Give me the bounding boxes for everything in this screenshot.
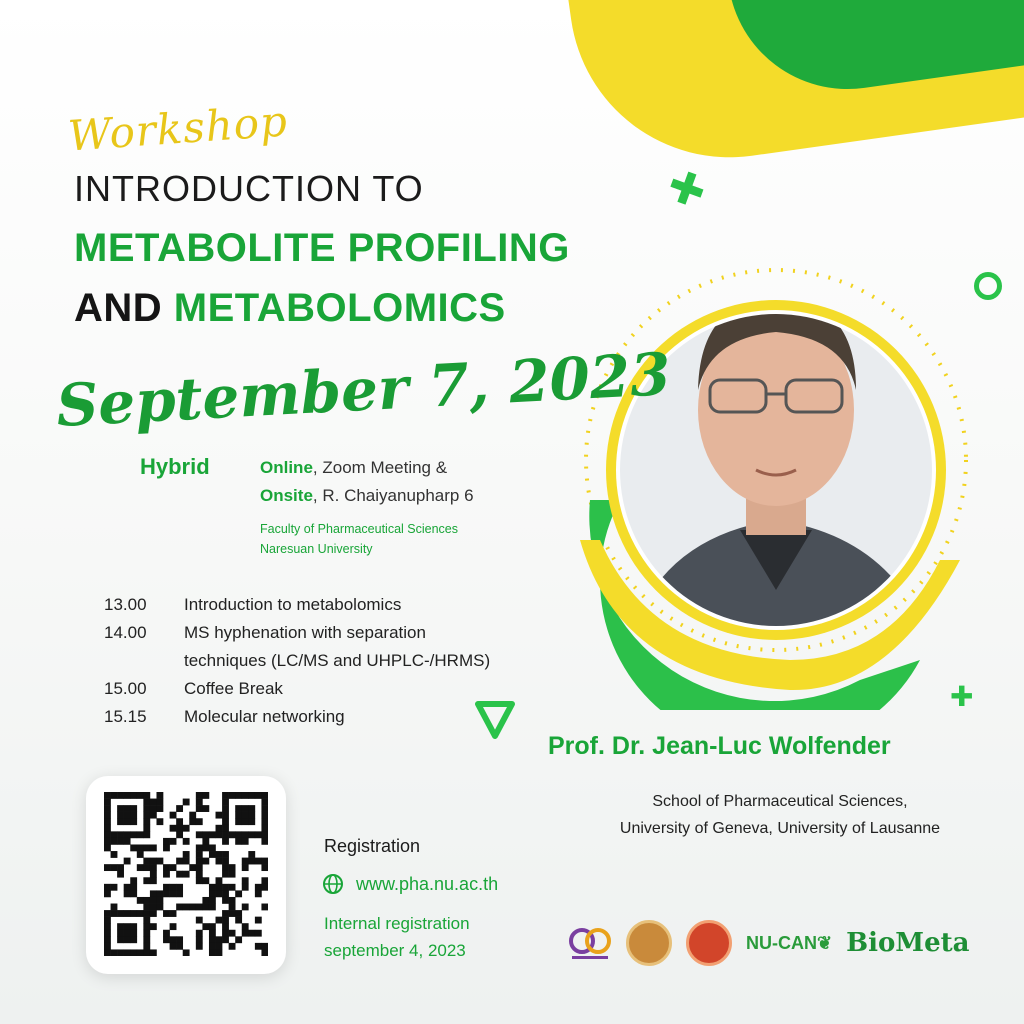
title-and: AND: [74, 286, 163, 330]
title-line-3: [74, 286, 506, 331]
internal-registration-date: september 4, 2023: [324, 941, 466, 960]
cannabis-leaf-icon: ❦: [817, 932, 833, 953]
schedule-time: 14.00: [104, 623, 147, 642]
biometa-logo: BioMeta: [846, 928, 970, 958]
schedule: [104, 591, 564, 731]
anniversary-logo: [568, 923, 612, 963]
workshop-tag: Workshop: [66, 96, 290, 161]
venue-onsite: [260, 486, 474, 506]
qr-code[interactable]: [86, 776, 286, 974]
venue-mode: Hybrid: [140, 454, 210, 479]
website-url[interactable]: www.pha.nu.ac.th: [356, 873, 499, 894]
sponsor-logos: [568, 920, 969, 966]
schedule-row: [104, 675, 564, 703]
schedule-desc: Coffee Break: [184, 679, 283, 698]
internal-registration: [324, 910, 470, 964]
affiliation-line-2: University of Geneva, University of Lausanne: [619, 820, 941, 837]
faculty-seal-logo: [686, 920, 732, 966]
speaker-name: Prof. Dr. Jean-Luc Wolfender: [548, 732, 891, 760]
plus-icon: ✚: [660, 159, 713, 220]
plus-icon: ✚: [950, 680, 974, 713]
event-date: September 7, 2023: [54, 339, 673, 441]
schedule-row: [104, 703, 564, 731]
schedule-row: [104, 619, 564, 675]
qr-code-icon: [104, 792, 268, 956]
schedule-time: 13.00: [104, 595, 147, 614]
schedule-row: [104, 591, 564, 619]
affiliation-line-1: School of Pharmaceutical Sciences,: [652, 793, 908, 810]
venue-online: [260, 458, 447, 478]
online-label: Online: [260, 458, 313, 477]
nu-can-suffix: CAN: [778, 932, 817, 953]
schedule-desc: Introduction to metabolomics: [184, 595, 402, 614]
registration-link[interactable]: [322, 873, 498, 895]
onsite-detail: , R. Chaiyanupharp 6: [312, 486, 474, 505]
title-metabolomics: METABOLOMICS: [173, 286, 506, 330]
registration-label: Registration: [324, 836, 421, 856]
schedule-desc: Molecular networking: [184, 707, 345, 726]
venue-faculty: [260, 519, 458, 559]
nu-can-prefix: NU-: [746, 932, 778, 953]
schedule-time: 15.00: [104, 679, 147, 698]
university-name: Naresuan University: [260, 542, 373, 556]
university-seal-logo: [626, 920, 672, 966]
nu-can-logo: [746, 933, 832, 954]
faculty-name: Faculty of Pharmaceutical Sciences: [260, 522, 459, 536]
title-line-2: METABOLITE PROFILING: [74, 226, 570, 270]
onsite-label: Onsite: [260, 486, 313, 505]
internal-registration-label: Internal registration: [324, 914, 470, 933]
schedule-desc: MS hyphenation with separation techniques (LC/MS and UHPLC-/HRMS): [184, 623, 491, 670]
globe-icon: [322, 873, 344, 895]
speaker-portrait: [560, 260, 980, 710]
online-detail: , Zoom Meeting &: [312, 458, 448, 477]
schedule-time: 15.15: [104, 707, 147, 726]
speaker-affiliation: [560, 788, 1000, 842]
title-line-1: INTRODUCTION TO: [74, 168, 424, 209]
